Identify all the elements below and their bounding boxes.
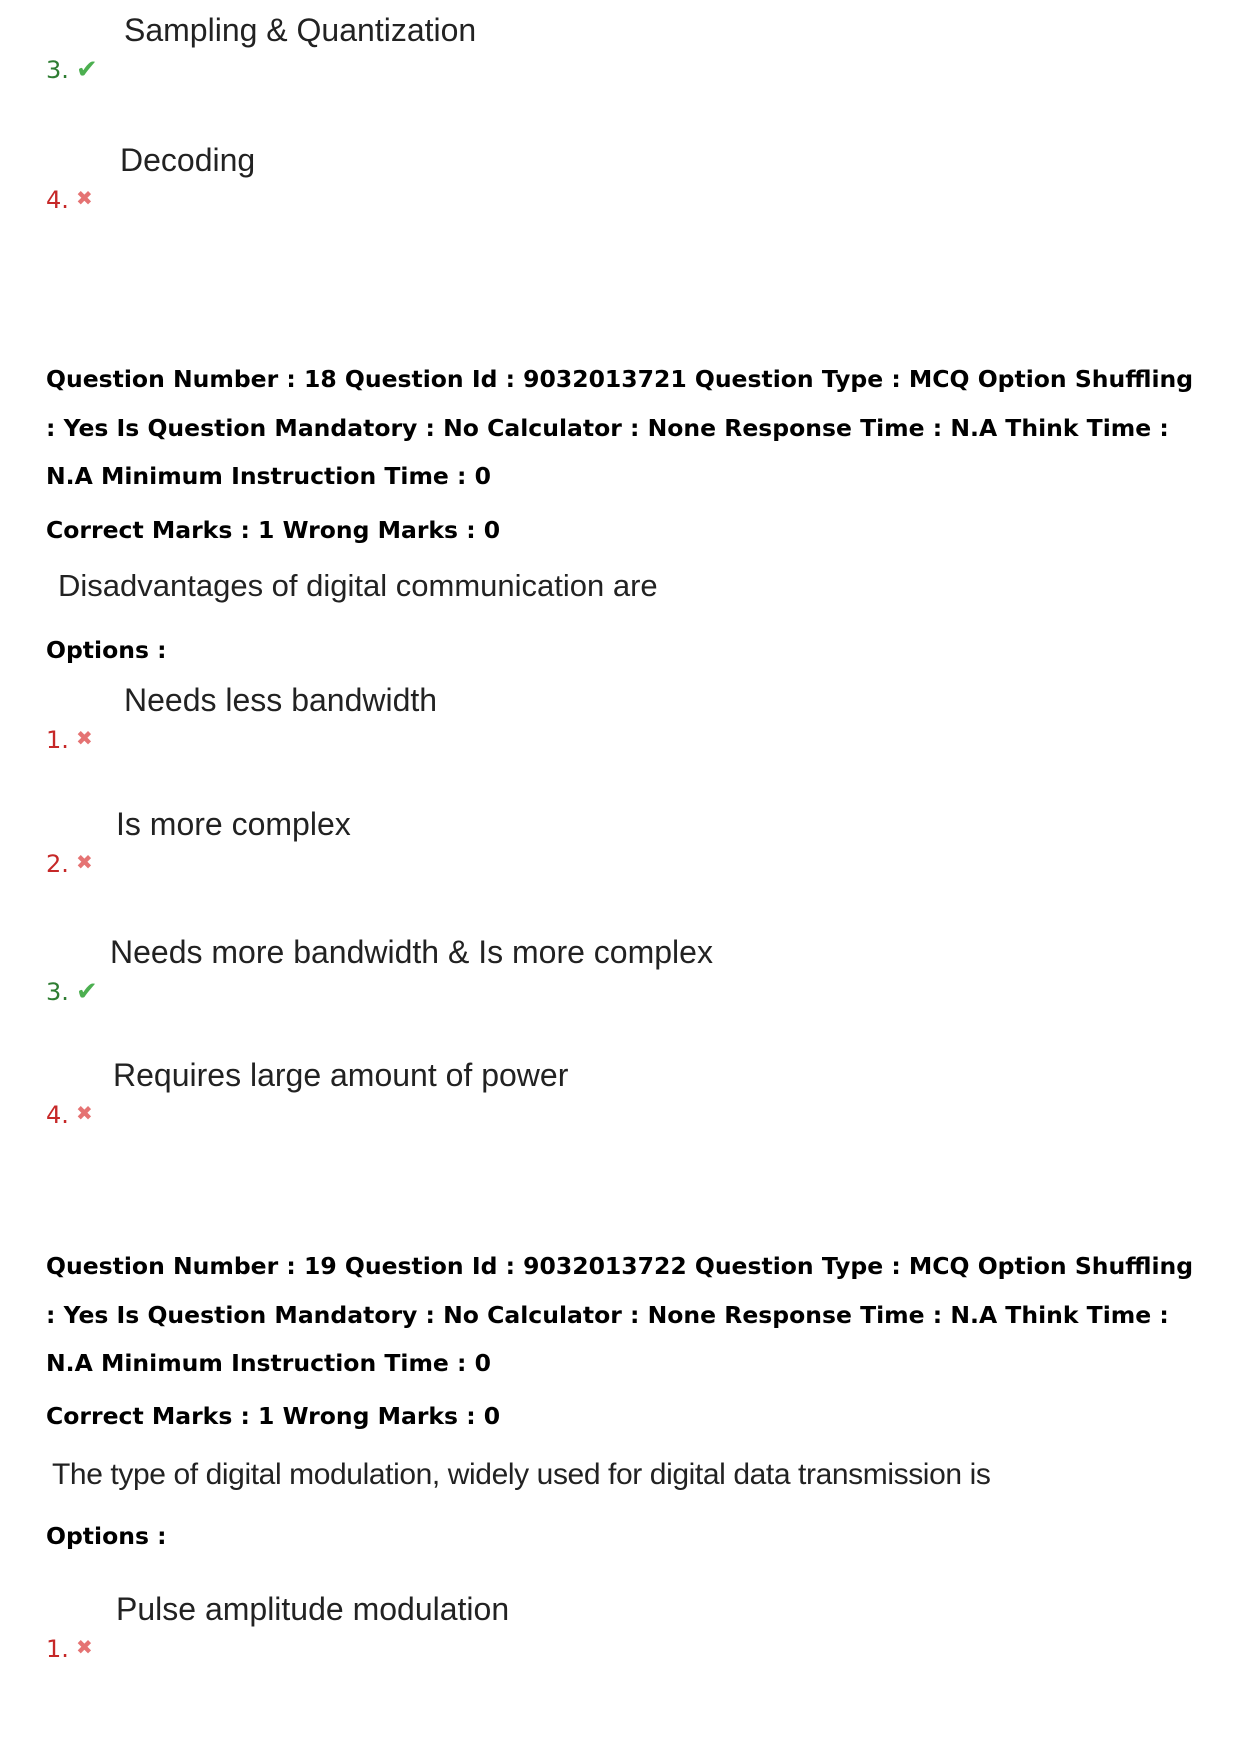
question-meta: Question Number : 19 Question Id : 9032013722 Question Type : MCQ Option Shuffling : Yes Is Question Mandatory : No Calculator : None Response Time : N.A Think Time : N.A Minimum Instruction Time : 0 — [46, 1252, 1194, 1377]
option-row — [46, 142, 946, 222]
cross-icon: ✖ — [76, 1635, 93, 1659]
check-icon: ✔ — [76, 977, 98, 1007]
question-meta: Question Number : 18 Question Id : 9032013721 Question Type : MCQ Option Shuffling : Yes Is Question Mandatory : No Calculator : None Response Time : N.A Think Time : N.A Minimum Instruction Time : 0 — [46, 365, 1194, 490]
option-text: Requires large amount of power — [113, 1057, 569, 1093]
option-number: 1. — [46, 1635, 69, 1663]
option-row — [46, 12, 946, 92]
option-text: Sampling & Quantization — [124, 12, 477, 48]
cross-icon: ✖ — [76, 726, 93, 750]
option-row — [46, 934, 946, 1014]
option-text: Decoding — [120, 142, 256, 178]
cross-icon: ✖ — [76, 850, 93, 874]
option-text: Needs less bandwidth — [124, 682, 438, 718]
option-text: Pulse amplitude modulation — [116, 1591, 510, 1627]
options-label: Options : — [46, 636, 167, 664]
option-row — [46, 1057, 946, 1137]
option-number: 1. — [46, 726, 69, 754]
cross-icon: ✖ — [76, 186, 93, 210]
question-text: Disadvantages of digital communication are — [58, 568, 658, 603]
option-number: 3. — [46, 978, 69, 1006]
question-text: The type of digital modulation, widely used for digital data transmission is — [52, 1458, 991, 1491]
option-text: Needs more bandwidth & Is more complex — [110, 934, 713, 970]
options-label: Options : — [46, 1522, 167, 1550]
option-number: 4. — [46, 186, 69, 214]
check-icon: ✔ — [76, 55, 98, 85]
option-number: 4. — [46, 1101, 69, 1129]
question-marks: Correct Marks : 1 Wrong Marks : 0 — [46, 516, 501, 544]
option-text: Is more complex — [116, 806, 351, 842]
option-number: 3. — [46, 56, 69, 84]
question-marks: Correct Marks : 1 Wrong Marks : 0 — [46, 1402, 501, 1430]
cross-icon: ✖ — [76, 1101, 93, 1125]
option-row — [46, 806, 946, 886]
option-row — [46, 1591, 946, 1671]
option-row — [46, 682, 946, 762]
option-number: 2. — [46, 850, 69, 878]
